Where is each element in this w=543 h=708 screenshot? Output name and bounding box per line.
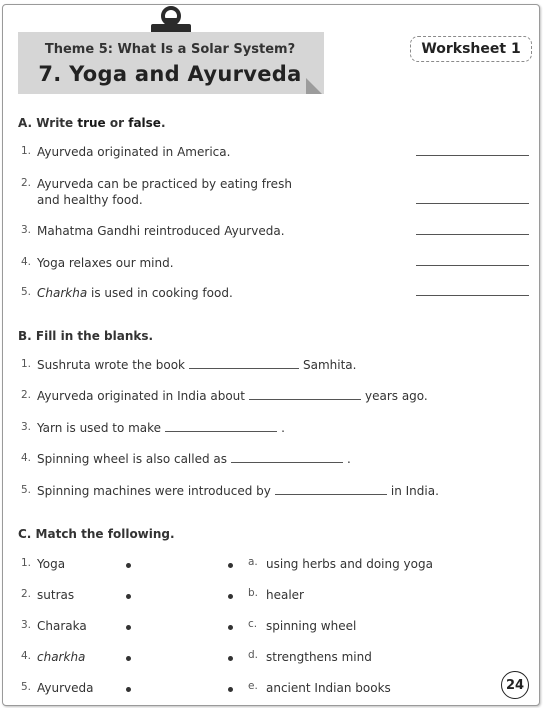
fill-blank[interactable] [249,389,361,400]
match-left-item: 4. charkha [21,650,86,664]
section-a-item-3: 3. Mahatma Gandhi reintroduced Ayurveda. [21,224,285,238]
match-left-item: 5. Ayurveda [21,681,94,695]
match-left-dot[interactable] [126,656,131,661]
match-left-dot[interactable] [126,563,131,568]
section-b-title: B. Fill in the blanks. [18,329,154,343]
match-right-dot[interactable] [228,625,233,630]
section-a-title: A. Write true or false. [18,116,166,130]
match-left-item: 1. Yoga [21,557,66,571]
answer-line[interactable] [416,295,529,296]
clipboard-clip-icon [150,6,192,36]
match-right-dot[interactable] [228,594,233,599]
fill-blank[interactable] [165,421,277,432]
answer-line[interactable] [416,155,529,156]
page-number: 24 [501,671,529,699]
section-b-item-2: 2. Ayurveda originated in India about years ago. [21,389,428,403]
fill-blank[interactable] [231,452,343,463]
section-b-item-5: 5. Spinning machines were introduced by in India. [21,484,439,498]
match-left-dot[interactable] [126,625,131,630]
answer-line[interactable] [416,203,529,204]
section-a-item-1: 1. Ayurveda originated in America. [21,145,231,159]
fill-blank[interactable] [275,484,387,495]
page-title: 7. Yoga and Ayurveda [38,62,302,86]
match-right-item: c. spinning wheel [248,618,357,633]
theme-heading: Theme 5: What Is a Solar System? [44,42,296,57]
section-a-item-2: 2. Ayurveda can be practiced by eating fresh and healthy food. [21,177,292,207]
match-left-item: 3. Charaka [21,619,87,633]
section-b-item-1: 1. Sushruta wrote the book Samhita. [21,358,357,372]
section-a-item-5: 5. Charkha is used in cooking food. [21,286,233,300]
section-c-title: C. Match the following. [18,527,175,541]
match-right-item: a. using herbs and doing yoga [248,556,433,571]
fill-blank[interactable] [189,358,299,369]
match-right-dot[interactable] [228,563,233,568]
match-right-dot[interactable] [228,656,233,661]
match-right-item: b. healer [248,587,304,602]
match-right-item: e. ancient Indian books [248,680,391,695]
answer-line[interactable] [416,234,529,235]
match-left-dot[interactable] [126,687,131,692]
section-a-item-4: 4. Yoga relaxes our mind. [21,256,174,270]
section-b-item-4: 4. Spinning wheel is also called as . [21,452,351,466]
match-right-item: d. strengthens mind [248,649,372,664]
match-right-dot[interactable] [228,687,233,692]
answer-line[interactable] [416,265,529,266]
worksheet-label: Worksheet 1 [410,36,532,62]
section-b-item-3: 3. Yarn is used to make . [21,421,285,435]
match-left-dot[interactable] [126,594,131,599]
match-left-item: 2. sutras [21,588,75,602]
